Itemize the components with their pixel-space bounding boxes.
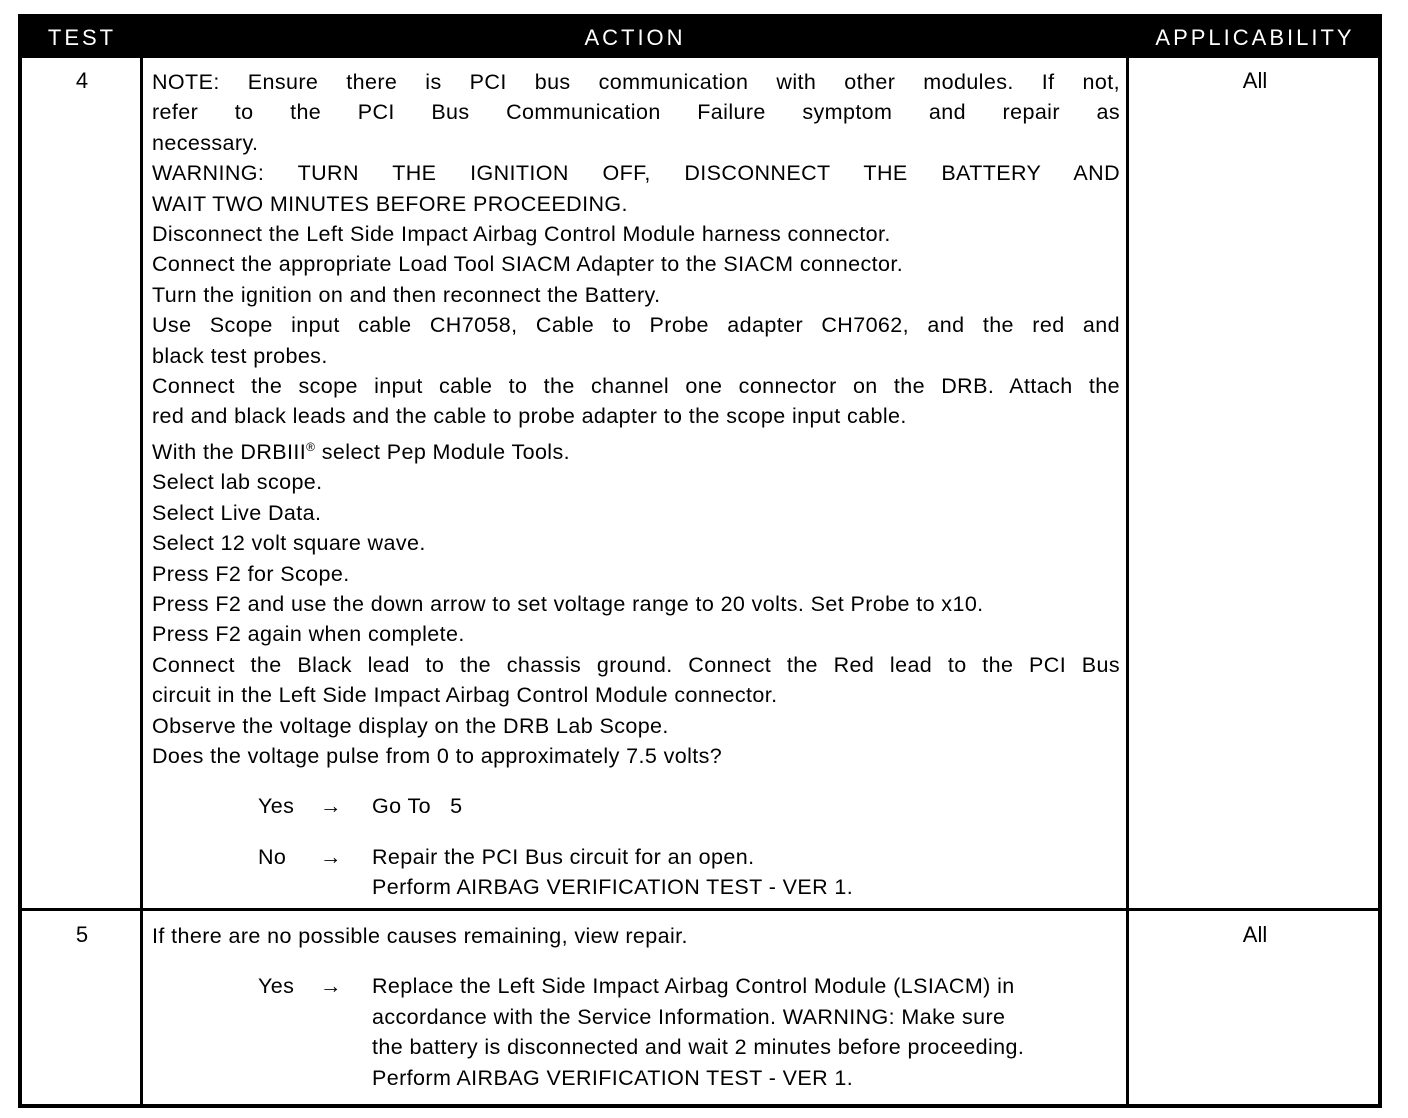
result-line: Go To 5: [372, 794, 463, 819]
action-text-test-4: [152, 67, 1120, 903]
result-line: Repair the PCI Bus circuit for an open.: [372, 844, 755, 869]
action-line: NOTE: Ensure there is PCI bus communication with other modules. If not,: [152, 70, 1120, 94]
registered-mark: ®: [306, 439, 316, 454]
row-divider: [22, 908, 1378, 911]
result-line: Perform AIRBAG VERIFICATION TEST - VER 1.: [372, 875, 854, 900]
action-line: necessary.: [152, 130, 259, 155]
answer-label: Yes: [258, 794, 295, 819]
result-line: accordance with the Service Information. WARNING: Make sure: [372, 1004, 1006, 1029]
action-line: Turn the ignition on and then reconnect the Battery.: [152, 282, 661, 307]
action-line-drbiii: [152, 432, 1120, 467]
outcome-yes: [152, 971, 1120, 1093]
answer-label: Yes: [258, 974, 295, 999]
action-line: Select Live Data.: [152, 500, 322, 525]
header-action: ACTION: [584, 25, 686, 50]
test-number: 4: [75, 68, 89, 93]
applicability-value: All: [1242, 68, 1268, 93]
action-line: Connect the scope input cable to the channel one connector on the DRB. Attach the: [152, 374, 1120, 399]
answer-label: No: [258, 844, 287, 869]
table-header: [22, 18, 1378, 58]
result-line: Perform AIRBAG VERIFICATION TEST - VER 1.: [372, 1065, 854, 1090]
action-line: Select 12 volt square wave.: [152, 531, 426, 556]
action-line: Press F2 again when complete.: [152, 622, 465, 647]
action-text-test-5: [152, 921, 1120, 1093]
result-line: the battery is disconnected and wait 2 minutes before proceeding.: [372, 1035, 1025, 1060]
action-line: Connect the Black lead to the chassis ground. Connect the Red lead to the PCI Bus: [152, 652, 1120, 677]
test-number: 5: [75, 922, 89, 947]
action-line: red and black leads and the cable to probe adapter to the scope input cable.: [152, 404, 907, 429]
action-line: refer to the PCI Bus Communication Failure symptom and repair as: [152, 100, 1120, 125]
action-line: Press F2 for Scope.: [152, 561, 350, 586]
outcome-result: [372, 971, 1120, 1093]
action-line: If there are no possible causes remaining, view repair.: [152, 924, 688, 948]
outcome-no: [152, 842, 1120, 903]
outcome-result: [372, 791, 1120, 821]
action-line: Observe the voltage display on the DRB Lab Scope.: [152, 713, 669, 738]
action-line: Use Scope input cable CH7058, Cable to Probe adapter CH7062, and the red and: [152, 313, 1120, 338]
action-line: WAIT TWO MINUTES BEFORE PROCEEDING.: [152, 191, 628, 216]
header-applicability: APPLICABILITY: [1155, 25, 1355, 50]
action-line: Select lab scope.: [152, 470, 323, 495]
action-line: Connect the appropriate Load Tool SIACM Adapter to the SIACM connector.: [152, 252, 904, 277]
arrow-right-icon: →: [320, 974, 342, 999]
action-line: WARNING: TURN THE IGNITION OFF, DISCONNECT THE BATTERY AND: [152, 161, 1120, 186]
diagnostic-test-table: [18, 14, 1382, 1108]
applicability-value: All: [1242, 922, 1268, 947]
arrow-right-icon: →: [320, 844, 342, 869]
outcome-yes: [152, 791, 1120, 821]
action-line: Does the voltage pulse from 0 to approximately 7.5 volts?: [152, 743, 723, 768]
drbiii-text: With the DRBIII: [152, 439, 307, 464]
outcome-result: [372, 842, 1120, 903]
result-line: Replace the Left Side Impact Airbag Control Module (LSIACM) in: [372, 974, 1015, 999]
action-line: Press F2 and use the down arrow to set voltage range to 20 volts. Set Probe to x10.: [152, 591, 984, 616]
drbiii-rest: select Pep Module Tools.: [321, 439, 571, 464]
arrow-right-icon: →: [320, 794, 342, 819]
action-line: Disconnect the Left Side Impact Airbag Control Module harness connector.: [152, 222, 891, 247]
action-line: circuit in the Left Side Impact Airbag Control Module connector.: [152, 683, 778, 708]
action-line: black test probes.: [152, 343, 328, 368]
header-test: TEST: [47, 25, 117, 50]
